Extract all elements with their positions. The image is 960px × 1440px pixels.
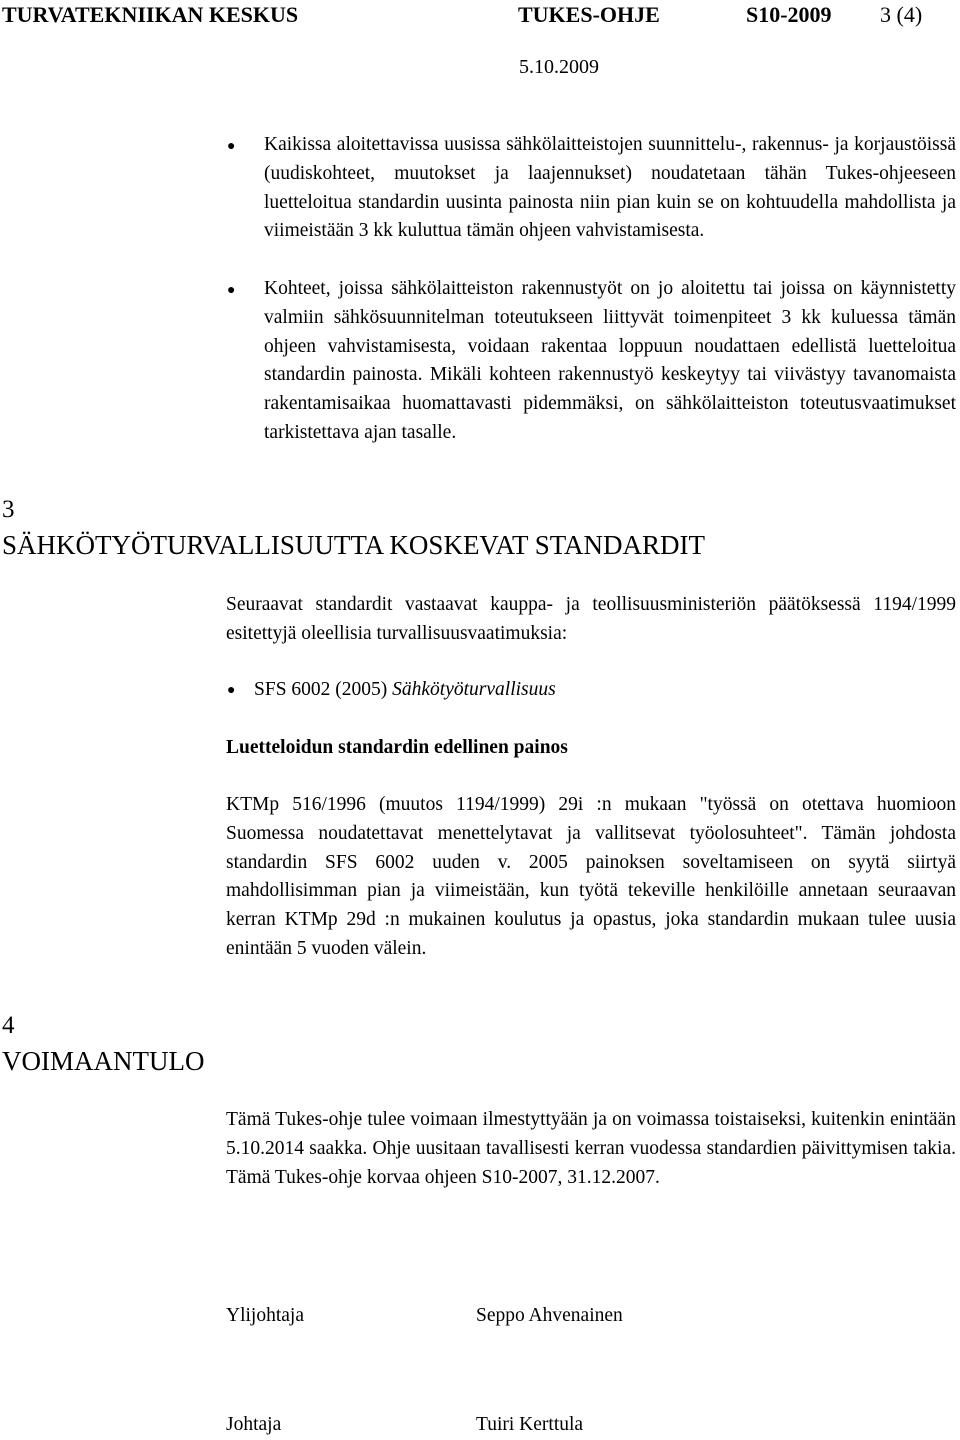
signature-name-1: Seppo Ahvenainen (476, 1305, 623, 1326)
signature-name-2: Tuiri Kerttula (476, 1414, 584, 1435)
intro-bullet-2: Kohteet, joissa sähkölaitteiston rakennustyöt on jo aloitettu tai joissa on käynnistetty valmiin sähkösuunnitelman toteutukseen liittyvät toimenpiteet 3 kk kuluessa tämän ohjeen vahvistamisesta, voidaan rakentaa loppuun noudattaen edellistä luetteloitua standardin painosta. Mikäli kohteen rakennustyö keskeytyy tai viivästyy tavanomaista rakentamisaikaa huomattavasti pidemmäksi, on sähkölaitteiston toteutusvaatimukset tarkistettava ajan tasalle. (264, 278, 956, 443)
header-organization: TURVATEKNIIKAN KESKUS (2, 2, 299, 27)
header-doc-type: TUKES-OHJE (518, 2, 660, 27)
header-page-number: 3 (4) (880, 2, 923, 27)
section3-title: SÄHKÖTYÖTURVALLISUUTTA KOSKEVAT STANDARDIT (2, 530, 706, 560)
bullet-icon: ● (227, 683, 236, 698)
intro-bullet-1: Kaikissa aloitettavissa uusissa sähkölaitteistojen suunnittelu-, rakennus- ja korjaustöissä (uudiskohteet, muutokset ja laajennukset) noudatetaan tähän Tukes-ohjeeseen luetteloitua standardin uusinta painosta niin pian kuin se on kohtuudella mahdollista ja viimeistään 3 kk kuluttua tämän ohjeen vahvistamisesta. (264, 134, 956, 242)
standard-name: Sähkötyöturvallisuus (392, 679, 556, 700)
previous-edition-heading: Luetteloidun standardin edellinen painos (226, 737, 568, 758)
standard-code: SFS 6002 (2005) (254, 679, 388, 700)
header-doc-id: S10-2009 (746, 2, 832, 27)
bullet-icon: ● (227, 283, 236, 298)
bullet-icon: ● (227, 139, 236, 154)
standard-item (254, 676, 556, 704)
previous-edition-text: KTMp 516/1996 (muutos 1194/1999) 29i :n mukaan "työssä on otettava huomioon Suomessa noudatettavat menettelytavat ja vallitsevat työolosuhteet". Tämän johdosta standardin SFS 6002 uuden v. 2005 painoksen soveltamiseen on syytä siirtyä mahdollisimman pian ja viimeistään, kun työtä tekeville henkilöille annetaan seuraavan kerran KTMp 29d :n mukainen koulutus ja opastus, joka standardin mukaan tulee uusia enintään 5 vuoden välein. (226, 794, 956, 959)
section4-title: VOIMAANTULO (2, 1046, 205, 1076)
header-date: 5.10.2009 (519, 56, 599, 78)
section3-number: 3 (2, 496, 15, 523)
section4-number: 4 (2, 1012, 15, 1039)
signature-role-1: Ylijohtaja (226, 1305, 304, 1326)
section3-intro: Seuraavat standardit vastaavat kauppa- ja teollisuusministeriön päätöksessä 1194/1999 esitettyjä oleellisia turvallisuusvaatimuksia: (226, 594, 956, 644)
section4-text: Tämä Tukes-ohje tulee voimaan ilmestyttyään ja on voimassa toistaiseksi, kuitenkin enintään 5.10.2014 saakka. Ohje uusitaan tavallisesti kerran vuodessa standardien päivittymisen takia. Tämä Tukes-ohje korvaa ohjeen S10-2007, 31.12.2007. (226, 1109, 956, 1188)
signature-role-2: Johtaja (226, 1414, 282, 1435)
